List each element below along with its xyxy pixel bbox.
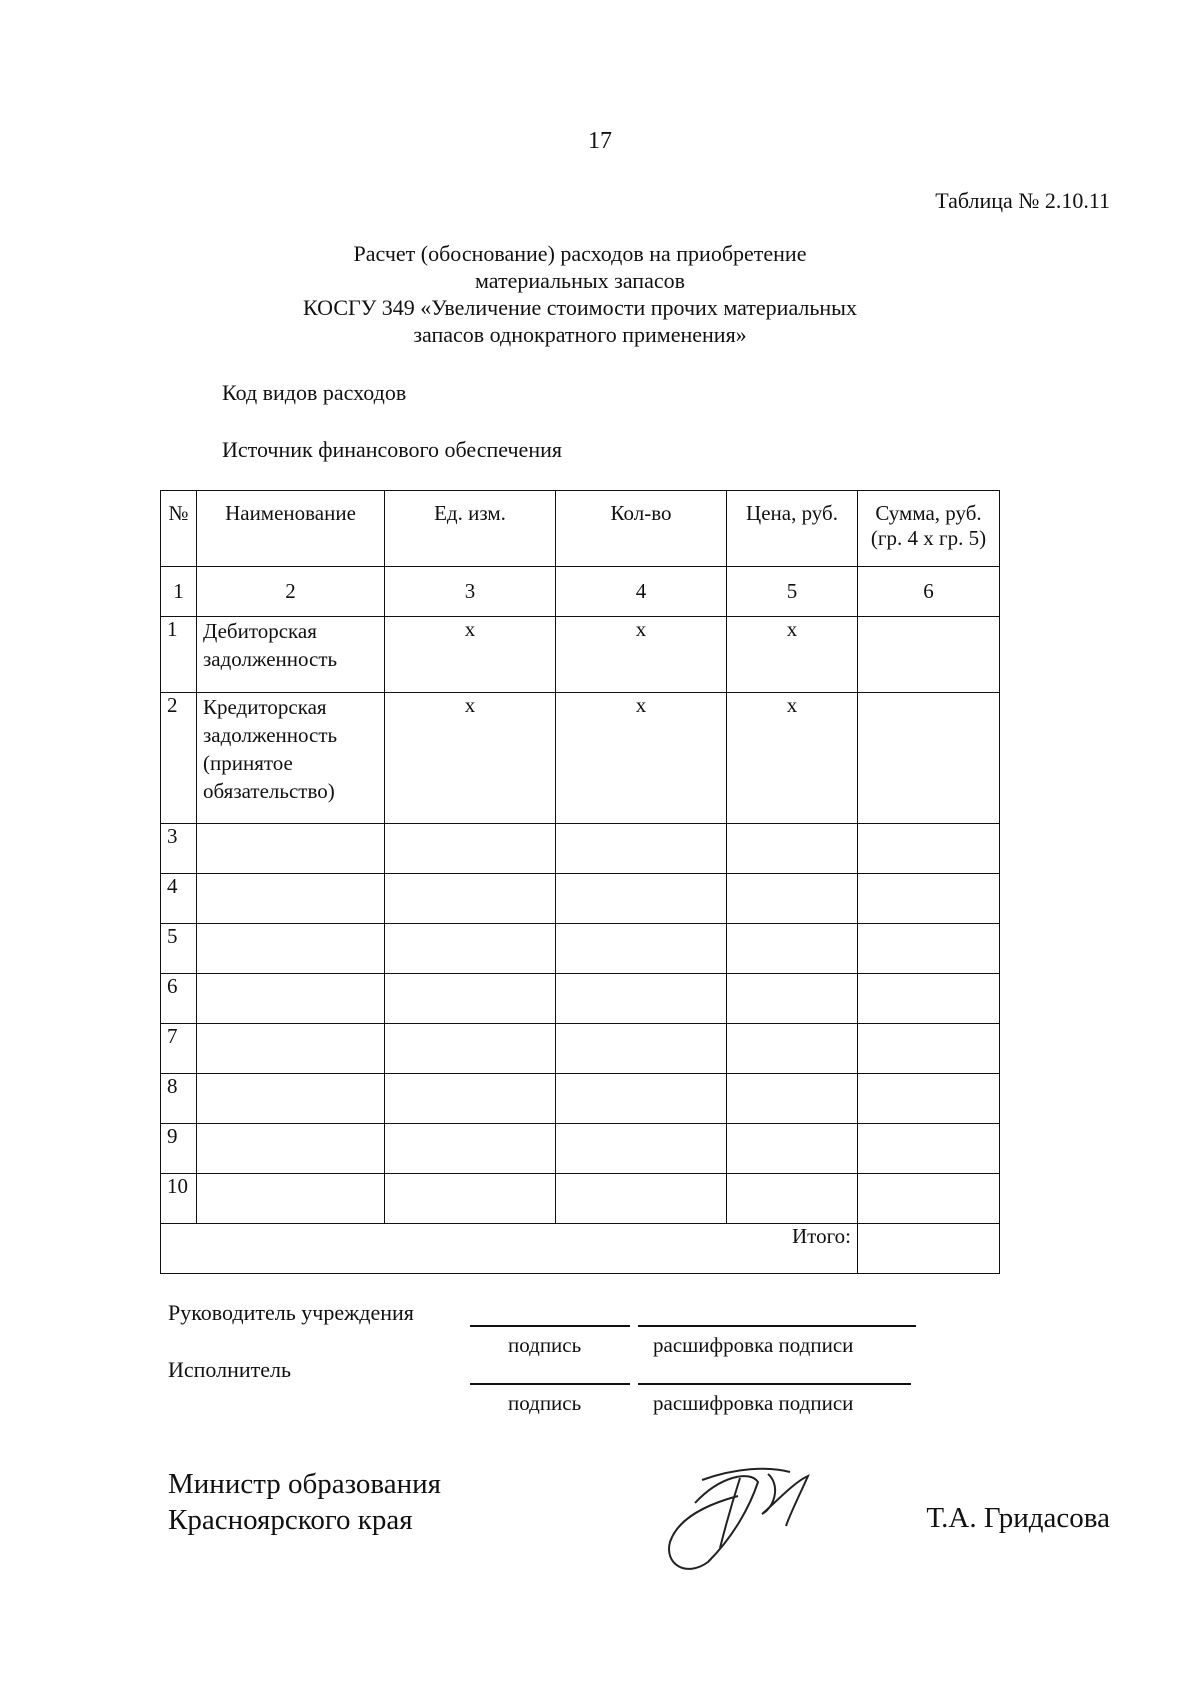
header-number: № [161,491,197,567]
header-name: Наименование [197,491,385,567]
empty-cell [858,874,1000,924]
empty-cell [385,1174,556,1224]
row-number: 10 [161,1174,197,1224]
row-number: 3 [161,824,197,874]
header-price: Цена, руб. [727,491,858,567]
empty-cell [727,974,858,1024]
row-quantity: х [556,693,727,824]
column-index: 1 [161,567,197,617]
row-name-line: задолженность [203,723,338,747]
empty-cell [727,1174,858,1224]
empty-cell [727,1074,858,1124]
column-index: 5 [727,567,858,617]
column-index: 3 [385,567,556,617]
empty-cell [556,1074,727,1124]
row-price: х [727,693,858,824]
funding-source-label: Источник финансового обеспечения [222,437,562,462]
calculation-table [160,490,1000,1274]
title-line: запасов однократного применения» [413,322,747,347]
row-number: 6 [161,974,197,1024]
empty-cell [556,974,727,1024]
row-name [197,693,385,824]
head-signature-line [470,1325,630,1327]
header-unit: Ед. изм. [385,491,556,567]
head-decode-line [638,1325,916,1327]
row-name-line: обязательство) [203,779,335,803]
table-row [161,974,1000,1024]
title-line: КОСГУ 349 «Увеличение стоимости прочих материальных [303,295,857,320]
minister-line: Красноярского края [168,1504,413,1536]
executor-sign-caption: подпись [508,1391,582,1415]
table-row [161,693,1000,824]
empty-cell [556,924,727,974]
empty-cell [727,1024,858,1074]
table-row [161,617,1000,693]
head-decode-caption: расшифровка подписи [653,1333,854,1357]
empty-cell [727,824,858,874]
document-title [250,240,910,348]
table-row [161,1024,1000,1074]
empty-cell [385,924,556,974]
minister-line: Министр образования [168,1468,441,1500]
executor-signature-line [470,1383,630,1385]
empty-cell [858,1174,1000,1224]
empty-cell [727,924,858,974]
empty-cell [858,1024,1000,1074]
header-sum-formula: (гр. 4 х гр. 5) [870,526,987,550]
header-sum-line: Сумма, руб. [875,501,982,525]
head-sign-caption: подпись [508,1333,582,1357]
row-quantity: х [556,617,727,693]
row-number: 2 [161,693,197,824]
empty-cell [858,824,1000,874]
row-sum [858,617,1000,693]
row-sum [858,693,1000,824]
column-index: 4 [556,567,727,617]
empty-cell [858,974,1000,1024]
column-index: 6 [858,567,1000,617]
row-number: 4 [161,874,197,924]
table-row [161,1124,1000,1174]
empty-cell [858,1124,1000,1174]
empty-cell [385,974,556,1024]
empty-cell [197,974,385,1024]
executor-decode-line [638,1383,911,1385]
column-index-row [161,567,1000,617]
table-row [161,1074,1000,1124]
empty-cell [556,1174,727,1224]
row-price: х [727,617,858,693]
empty-cell [385,874,556,924]
empty-cell [197,1024,385,1074]
row-number: 1 [161,617,197,693]
table-row [161,874,1000,924]
table-row [161,924,1000,974]
title-line: Расчет (обоснование) расходов на приобретение [353,241,807,266]
row-name [197,617,385,693]
executor-decode-caption: расшифровка подписи [653,1391,854,1415]
minister-title [168,1466,441,1538]
table-row [161,1174,1000,1224]
empty-cell [197,824,385,874]
table-header-row [161,491,1000,567]
empty-cell [556,1024,727,1074]
empty-cell [556,824,727,874]
empty-cell [385,1124,556,1174]
empty-cell [197,1074,385,1124]
head-label: Руководитель учреждения [168,1300,414,1325]
row-number: 9 [161,1124,197,1174]
empty-cell [556,1124,727,1174]
row-name-line: задолженность [203,647,338,671]
empty-cell [385,824,556,874]
empty-cell [197,1174,385,1224]
empty-cell [556,874,727,924]
header-sum [858,491,1000,567]
empty-cell [385,1024,556,1074]
column-index: 2 [197,567,385,617]
row-number: 5 [161,924,197,974]
table-row [161,824,1000,874]
total-value [858,1224,1000,1274]
expense-code-label: Код видов расходов [222,380,407,405]
empty-cell [385,1074,556,1124]
empty-cell [727,1124,858,1174]
row-number: 8 [161,1074,197,1124]
row-unit: х [385,617,556,693]
empty-cell [858,924,1000,974]
executor-label: Исполнитель [168,1357,292,1382]
empty-cell [197,924,385,974]
empty-cell [197,1124,385,1174]
total-row [161,1224,1000,1274]
handwritten-signature [650,1458,820,1573]
row-name-line: (принятое [203,751,293,775]
row-name-line: Дебиторская [203,619,317,643]
table-number: Таблица № 2.10.11 [935,188,1110,213]
row-unit: х [385,693,556,824]
empty-cell [197,874,385,924]
row-name-line: Кредиторская [203,695,327,719]
empty-cell [727,874,858,924]
signer-name: Т.А. Гридасова [926,1502,1110,1534]
page-number: 17 [588,128,612,154]
row-number: 7 [161,1024,197,1074]
empty-cell [858,1074,1000,1124]
header-quantity: Кол-во [556,491,727,567]
total-label: Итого: [161,1224,858,1274]
title-line: материальных запасов [475,268,685,293]
